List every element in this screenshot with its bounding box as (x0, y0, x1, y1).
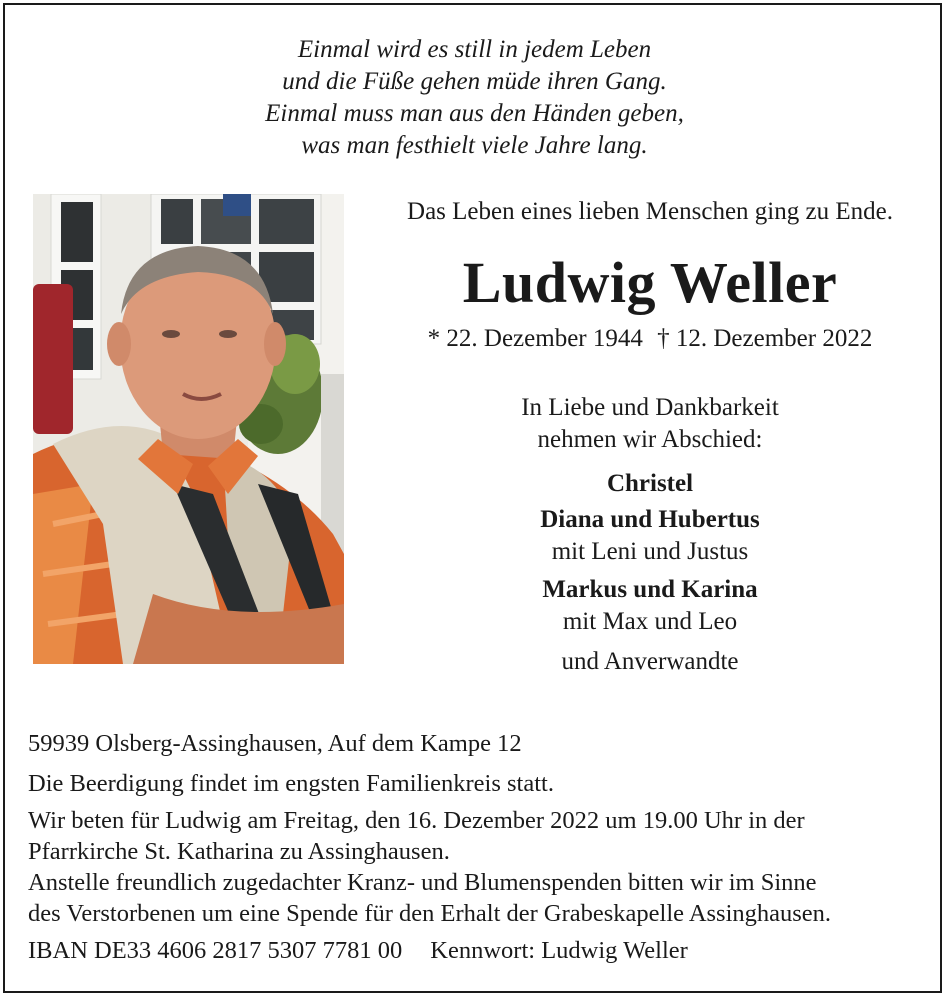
mourner-name: Markus und Karina (542, 576, 758, 603)
donation-info-line: Anstelle freundlich zugedachter Kranz- und Blumenspenden bitten wir im Sinne (28, 869, 817, 896)
life-dates (360, 323, 940, 355)
prayer-info-line: Pfarrkirche St. Katharina zu Assinghausen. (28, 838, 450, 865)
burial-info: Die Beerdigung findet im engsten Familienkreis statt. (28, 770, 554, 797)
bank-details (28, 935, 928, 966)
deceased-name: Ludwig Weller (462, 250, 838, 315)
mourners-list (360, 466, 940, 680)
poem-line: und die Füße gehen müde ihren Gang. (282, 68, 667, 95)
death-date: † 12. Dezember 2022 (657, 325, 873, 352)
farewell-text (360, 392, 940, 456)
mourner-children: mit Max und Leo (562, 608, 738, 635)
mourner-relatives: und Anverwandte (561, 648, 739, 675)
poem-line: Einmal wird es still in jedem Leben (297, 36, 652, 63)
notice-details (28, 728, 928, 966)
mourner-name: Diana und Hubertus (540, 506, 760, 533)
donation-keyword: Kennwort: Ludwig Weller (430, 937, 688, 964)
farewell-line: In Liebe und Dankbarkeit (521, 394, 779, 421)
farewell-line: nehmen wir Abschied: (537, 426, 763, 453)
address-line: 59939 Olsberg-Assinghausen, Auf dem Kampe 12 (28, 730, 522, 757)
portrait-illustration (33, 194, 344, 664)
portrait-photo (33, 194, 344, 664)
iban: IBAN DE33 4606 2817 5307 7781 00 (28, 937, 403, 964)
poem (0, 34, 949, 162)
mourner-name: Christel (606, 470, 694, 497)
birth-date: * 22. Dezember 1944 (427, 325, 643, 352)
poem-line: was man festhielt viele Jahre lang. (301, 132, 648, 159)
poem-line: Einmal muss man aus den Händen geben, (265, 100, 684, 127)
mourner-children: mit Leni und Justus (551, 538, 749, 565)
donation-info-line: des Verstorbenen um eine Spende für den Erhalt der Grabeskapelle Assinghausen. (28, 900, 832, 927)
intro-text: Das Leben eines lieben Menschen ging zu Ende. (407, 198, 893, 225)
prayer-info-line: Wir beten für Ludwig am Freitag, den 16. Dezember 2022 um 19.00 Uhr in der (28, 807, 805, 834)
